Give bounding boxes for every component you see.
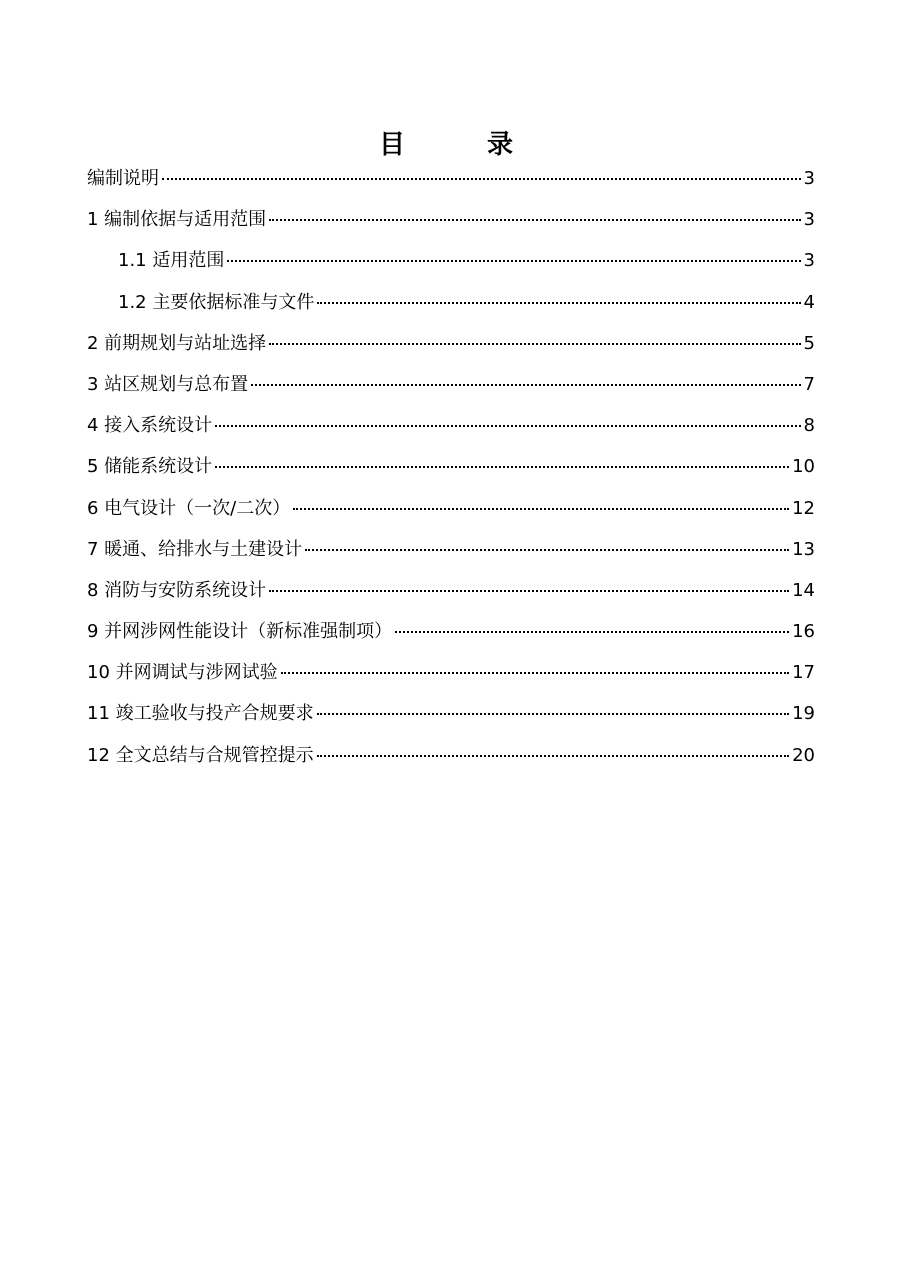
toc-entry[interactable] <box>87 699 815 740</box>
toc-entry-label: 11 竣工验收与投产合规要求 <box>87 703 314 725</box>
toc-entry[interactable] <box>87 411 815 452</box>
toc-dot-leader <box>215 466 789 468</box>
toc-dot-leader <box>317 755 789 757</box>
toc-entry-page: 13 <box>792 538 815 560</box>
toc-entry[interactable] <box>87 576 815 617</box>
toc-entry-page: 4 <box>803 291 815 313</box>
toc-entry-page: 20 <box>792 744 815 766</box>
toc-entry[interactable] <box>87 164 815 205</box>
toc-entry-label: 8 消防与安防系统设计 <box>87 579 267 601</box>
toc-entry-page: 19 <box>792 703 815 725</box>
toc-dot-leader <box>269 343 800 345</box>
toc-entry[interactable] <box>87 329 815 370</box>
toc-dot-leader <box>305 549 789 551</box>
toc-entry-page: 17 <box>792 662 815 684</box>
toc-entry-label: 6 电气设计（一次/二次） <box>87 497 291 519</box>
toc-entry-label: 3 站区规划与总布置 <box>87 373 249 395</box>
toc-dot-leader <box>395 631 789 633</box>
toc-entry[interactable] <box>87 617 815 658</box>
toc-entry-label: 1 编制依据与适用范围 <box>87 209 267 231</box>
toc-entry[interactable] <box>87 370 815 411</box>
toc-dot-leader <box>269 590 789 592</box>
toc-entry-label: 4 接入系统设计 <box>87 415 213 437</box>
toc-entry[interactable] <box>87 535 815 576</box>
toc-entry-page: 3 <box>803 209 815 231</box>
toc-entry-page: 12 <box>792 497 815 519</box>
toc-entry-page: 5 <box>803 332 815 354</box>
toc-entry-page: 3 <box>803 250 815 272</box>
toc-entry-label: 7 暖通、给排水与土建设计 <box>87 538 303 560</box>
toc-entry-label: 12 全文总结与合规管控提示 <box>87 744 314 766</box>
toc-title: 目 录 <box>378 130 541 160</box>
toc-entry-page: 7 <box>803 373 815 395</box>
toc-entry[interactable] <box>87 658 815 699</box>
toc-entry-page: 14 <box>792 579 815 601</box>
toc-dot-leader <box>215 425 800 427</box>
toc-entry-page: 3 <box>803 168 815 189</box>
toc-dot-leader <box>269 219 800 221</box>
toc-entry[interactable] <box>87 246 815 287</box>
toc-dot-leader <box>317 713 789 715</box>
toc-entry[interactable] <box>87 741 815 782</box>
toc-dot-leader <box>227 260 800 262</box>
toc-entry-page: 16 <box>792 621 815 643</box>
toc-list <box>87 164 815 782</box>
toc-dot-leader <box>281 672 789 674</box>
toc-entry-label: 9 并网涉网性能设计（新标准强制项） <box>87 621 393 643</box>
toc-entry[interactable] <box>87 452 815 493</box>
toc-entry-label: 1.1 适用范围 <box>118 250 225 272</box>
toc-entry-page: 10 <box>792 456 815 478</box>
toc-dot-leader <box>162 178 801 180</box>
toc-dot-leader <box>251 384 800 386</box>
toc-entry[interactable] <box>87 288 815 329</box>
toc-dot-leader <box>293 508 789 510</box>
toc-entry-label: 10 并网调试与涉网试验 <box>87 662 278 684</box>
toc-entry[interactable] <box>87 494 815 535</box>
toc-entry-page: 8 <box>803 415 815 437</box>
toc-dot-leader <box>317 302 800 304</box>
toc-entry-label: 5 储能系统设计 <box>87 456 213 478</box>
toc-entry-label: 编制说明 <box>87 168 159 189</box>
toc-entry-label: 2 前期规划与站址选择 <box>87 332 267 354</box>
toc-entry-label: 1.2 主要依据标准与文件 <box>118 291 315 313</box>
toc-entry[interactable] <box>87 205 815 246</box>
